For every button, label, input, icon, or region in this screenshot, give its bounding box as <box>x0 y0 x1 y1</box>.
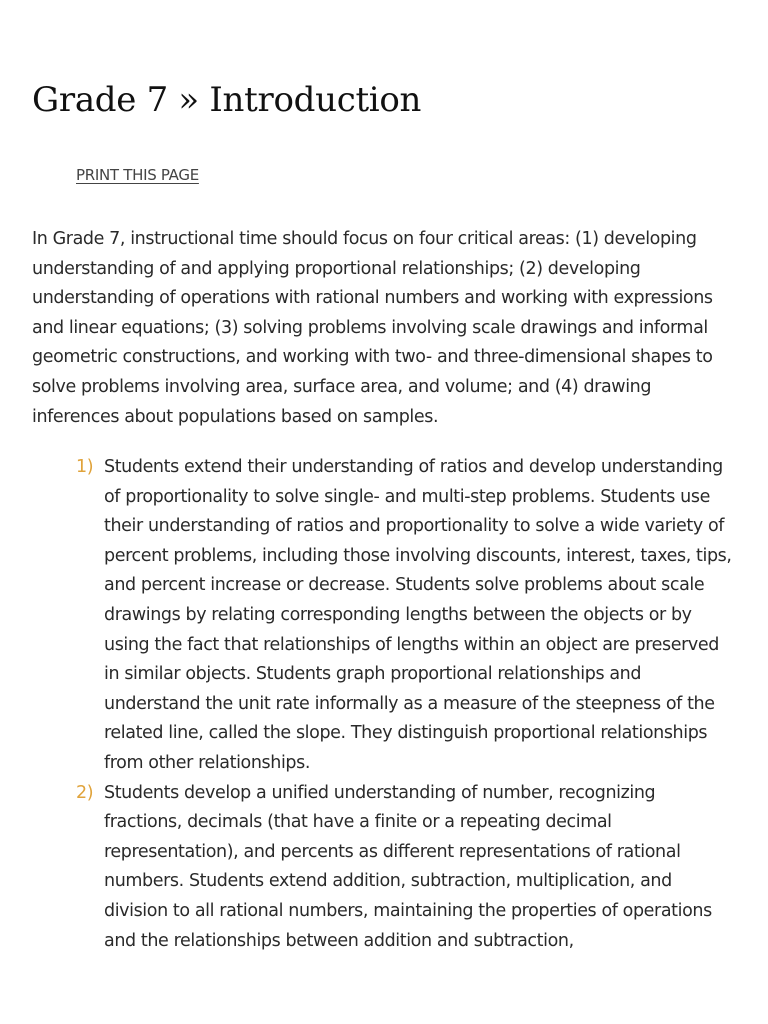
list-item-text: Students extend their understanding of ratios and develop understanding of proportionality to solve single- and multi-step problems. Students use their understanding of ratios and proportionality to solve a wide variety of percent problems, including those involving discounts, interest, taxes, tips, and percent increase or decrease. Students solve problems about scale drawings by relating corresponding lengths between the objects or by using the fact that relationships of lengths within an object are preserved in similar objects. Students graph proportional relationships and understand the unit rate informally as a measure of the steepness of the related line, called the slope. They distinguish proportional relationships from other relationships. <box>104 457 732 773</box>
list-marker: 2) <box>76 782 94 803</box>
list-marker: 1) <box>76 457 94 477</box>
list-item <box>0 779 736 957</box>
critical-areas-list <box>0 453 736 956</box>
print-page-link[interactable]: PRINT THIS PAGE <box>76 166 199 184</box>
page-title: Grade 7 » Introduction <box>32 80 422 120</box>
intro-paragraph: In Grade 7, instructional time should focus on four critical areas: (1) developing understanding of and applying proportional relationships; (2) developing understanding of operations with rational numbers and working with expressions and linear equations; (3) solving problems involving scale drawings and informal geometric constructions, and working with two- and three-dimensional shapes to solve problems involving area, surface area, and volume; and (4) drawing inferences about populations based on samples. <box>32 229 713 427</box>
list-item-text: Students develop a unified understanding of number, recognizing fractions, decimals (that have a finite or a repeating decimal representation), and percents as different representations of rational numbers. Students extend addition, subtraction, multiplication, and division to all rational numbers, maintaining the properties of operations and the relationships between addition and subtraction, <box>104 782 712 951</box>
list-item <box>0 453 736 779</box>
